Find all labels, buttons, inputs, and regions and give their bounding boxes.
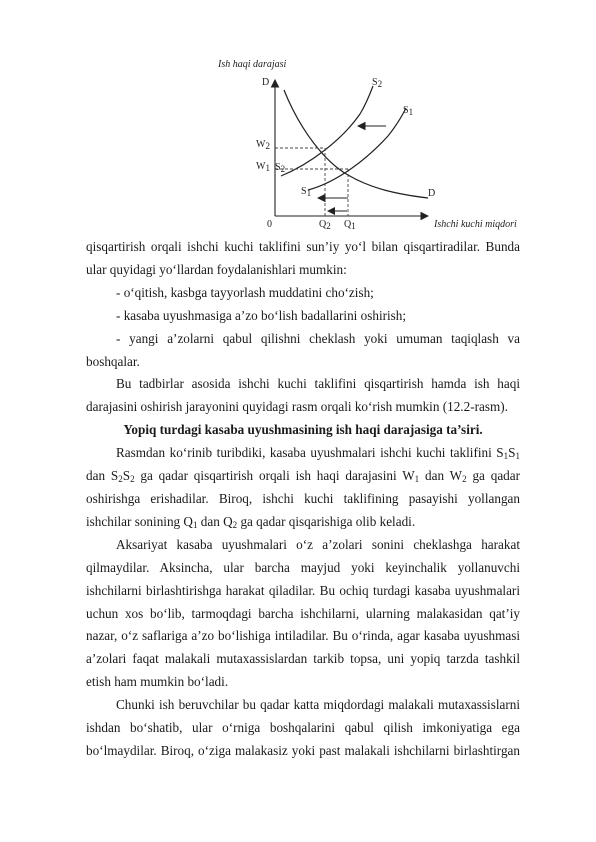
- label-q2: $Q_2$: [319, 219, 331, 231]
- document-body: [86, 236, 520, 763]
- bullet-3: - yangi a’zolarni qabul qilishni cheklash yoki umuman taqiqlash va boshqalar.: [86, 330, 520, 369]
- label-d-top: D: [262, 77, 270, 88]
- x-axis-title: Ishchi kuchi miqdori: [434, 219, 517, 230]
- label-w2: $W_2$: [256, 139, 270, 151]
- label-s1-bottom: $S_1$: [301, 186, 312, 198]
- label-d-bottom: D: [428, 188, 436, 199]
- label-s1-top: $S_1$: [403, 105, 414, 117]
- paragraph-4: Aksariyat kasaba uyushmalari o‘z a’zolari sonini cheklashga harakat qilmaydilar. Aksincha, ular barcha mayjud yoki keyinchalik yollanuvchi ishchilarni birlashtirishga harakat qiladilar. Bu ochiq turdagi kasaba uyushmalari uchun xos bo‘lib, tarmoqdagi barcha ishchilarni, ularning malakasidan qat’iy nazar, o‘z saflariga a’zo bo‘lishiga intiladilar. Bu o‘rinda, agar kasaba uyushmasi a’zolari faqat malakali mutaxassislardan tarkib topsa, uni yopiq tarzda tashkil etish ham mumkin bo‘ladi.: [86, 536, 520, 690]
- wage-diagram: [200, 58, 570, 238]
- y-axis-title: Ish haqi darajasi: [218, 59, 287, 70]
- label-w1: $W_1$: [256, 161, 270, 173]
- label-q1: $Q_1$: [344, 219, 356, 231]
- label-s2-bottom: $S_2$: [275, 162, 286, 174]
- supply-curve-s1: [308, 108, 406, 190]
- paragraph-1: qisqartirish orqali ishchi kuchi taklifini sun’iy yo‘l bilan qisqartiradilar. Bunda ular quyidagi yo‘llardan foydalanishlari mumkin:: [86, 239, 520, 277]
- paragraph-3: Rasmdan ko‘rinib turibdiki, kasaba uyushmalari ishchi kuchi taklifini $S_1S_1$ dan $S_2S_2$ ga qadar qisqartirish orqali ish haqi darajasini $W_1$ dan $W_2$ ga qadar oshirishga erishadilar. Biroq, ishchi kuchi taklifining pasayishi yollangan ishchilar sonining $Q_1$ dan $Q_2$ ga qadar qisqarishiga olib keladi.: [86, 445, 521, 530]
- label-s2-top: $S_2$: [372, 77, 383, 89]
- bullet-2: - kasaba uyushmasiga a’zo bo‘lish badallarini oshirish;: [116, 307, 407, 323]
- figure-caption-heading: Yopiq turdagi kasaba uyushmasining ish haqi darajasiga ta’siri.: [123, 422, 483, 438]
- paragraph-5: Chunki ish beruvchilar bu qadar katta miqdordagi malakali mutaxassislarni ishdan bo‘shatib, ular o‘rniga boshqalarini qabul qilish imkoniyatiga ega bo‘lmaydilar. Biroq, o‘ziga malakasiz yoki past malakali ishchilarni birlashtirgan: [86, 697, 520, 758]
- bullet-1: - o‘qitish, kasbga tayyorlash muddatini cho‘zish;: [116, 284, 374, 300]
- origin-label: 0: [267, 219, 272, 230]
- paragraph-2: Bu tadbirlar asosida ishchi kuchi taklifini qisqartirish hamda ish haqi darajasini oshirish jarayonini quyidagi rasm orqali ko‘rish mumkin (12.2-rasm).: [86, 376, 520, 415]
